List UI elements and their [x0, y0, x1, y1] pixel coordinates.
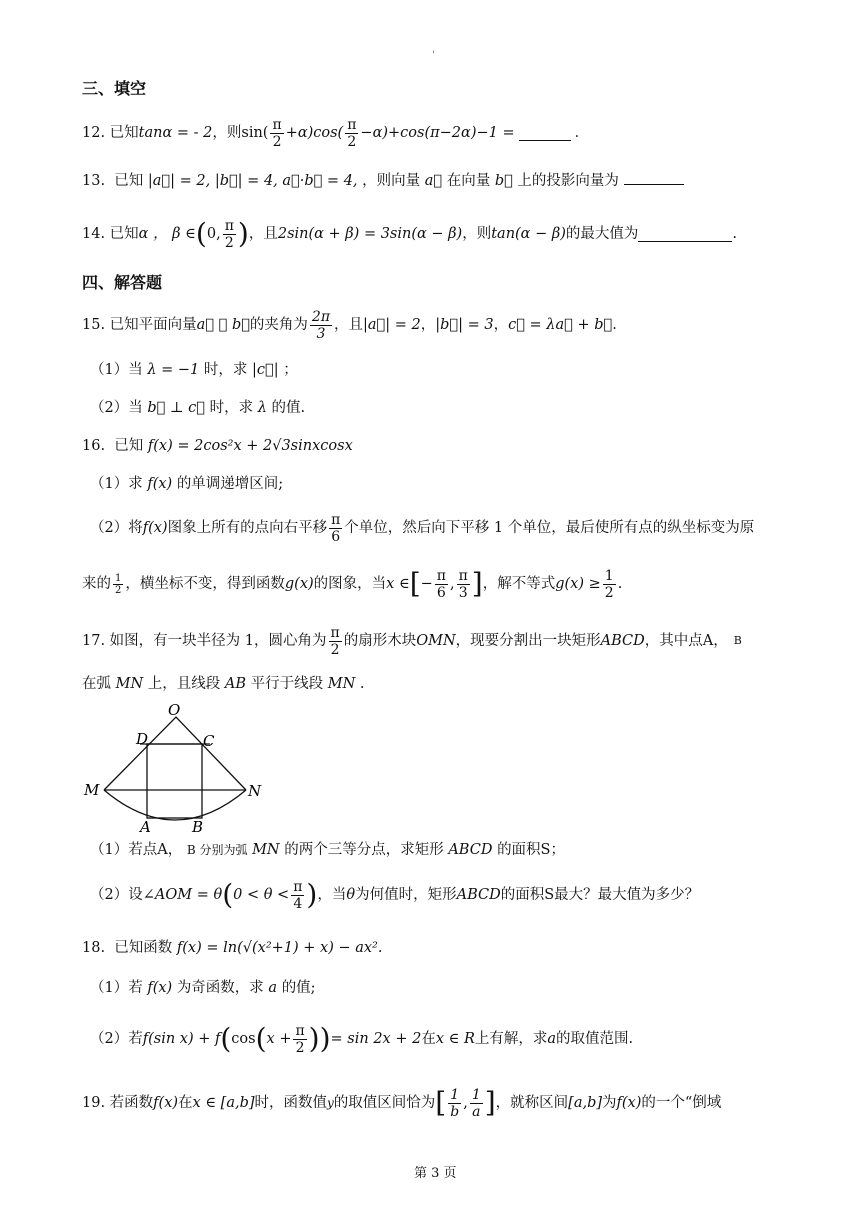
top-mark: ': [432, 50, 435, 61]
label-N: N: [248, 782, 262, 800]
q13-text-b: ，则向量: [362, 173, 421, 189]
q16-frac-half: $\frac{1}{2}$: [115, 572, 122, 596]
q14-vars: α ， β ∈: [138, 226, 196, 242]
label-C: C: [203, 732, 215, 750]
q13-answer-blank[interactable]: [624, 170, 684, 185]
q15-text-b: 的夹角为: [249, 317, 308, 333]
section-heading-solutions: 四、解答题: [82, 273, 163, 292]
q12-text-b: ，则: [212, 125, 242, 141]
label-B: B: [192, 818, 204, 836]
q15-text-a: 已知平面向量: [109, 317, 197, 333]
sector-figure: [80, 698, 270, 838]
q12-answer-blank[interactable]: [519, 126, 571, 141]
q17-frac-pi-2: $\frac{\pi}{2}$: [330, 624, 340, 658]
q15-text-f: .: [612, 317, 617, 333]
label-A: A: [140, 818, 151, 836]
question-12: 12. 已知 tanα = - 2 ，则 sin( $\frac{\pi}{2}$ +α)cos( $\frac{\pi}{2}$ −α)+cos(π−2α)−1 = ．: [82, 116, 590, 150]
question-14: 14. 已知 α ， β ∈ ( 0, $\frac{\pi}{2}$ ) ，且 2sin(α + β) = 3sin(α − β) ，则 tan(α − β) 的最大值为 .: [82, 217, 737, 251]
q12-frac-pi-2b: $\frac{\pi}{2}$: [347, 116, 357, 150]
q12-text-c: ．: [574, 125, 590, 141]
q13-number: 13.: [82, 173, 106, 189]
question-17: 17. 如图，有一块半径为 1，圆心角为 $\frac{\pi}{2}$ 的扇形木块 OMN ，现要分割出一块矩形 ABCD ，其中点A， B: [82, 624, 742, 658]
q15-part1: （1）当 λ = −1 时，求 |c⃗| ；: [90, 362, 298, 378]
q13-text-d: 上的投影向量为: [517, 173, 619, 189]
q16-number: 16.: [82, 438, 106, 454]
sector-arc: [104, 790, 246, 820]
q18-number: 18.: [82, 940, 106, 956]
question-15: [82, 304, 617, 346]
q15-abs-a: |a⃗| = 2: [363, 317, 421, 333]
q17-line2: 在弧 MN 上，且线段 AB 平行于线段 MN .: [82, 676, 365, 692]
question-18: 18. 已知函数 f(x) = ln(√(x²+1) + x) − ax².: [82, 940, 383, 956]
q12-expr-b: +α)cos(: [285, 125, 344, 141]
q12-number: 12.: [82, 125, 106, 141]
q17-part2: （2）设 ∠AOM = θ ( 0 < θ < $\frac{\pi}{4}$ ) ，当 θ 为何值时，矩形 ABCD 的面积S最大？最大值为多少？: [90, 878, 700, 912]
section-heading-fill-in: 三、填空: [82, 79, 147, 98]
q14-text-d: 的最大值为: [565, 226, 639, 242]
q15-text-d: ，: [420, 317, 436, 333]
q14-zero: 0,: [206, 226, 221, 242]
q14-number: 14.: [82, 226, 106, 242]
label-M: M: [84, 781, 100, 799]
q16-frac-pi-6: $\frac{\pi}{6}$: [331, 511, 341, 545]
q17-part1: （1）若点A， B 分别为弧 MN 的两个三等分点，求矩形 ABCD 的面积S；: [90, 842, 565, 858]
q15-lambda-cond: λ = −1: [147, 362, 200, 378]
q14-text-c: ，则: [462, 226, 492, 242]
q18-function: f(x) = ln(√(x²+1) + x) − ax².: [176, 940, 383, 956]
question-16: 16. 已知 f(x) = 2cos²x + 2√3sinxcosx: [82, 438, 353, 454]
q14-text-a: 已知: [109, 226, 139, 242]
q15-number: 15.: [82, 317, 106, 333]
q15-part2: （2）当 b⃗ ⊥ c⃗ 时，求 λ 的值.: [90, 400, 306, 416]
q17-number: 17.: [82, 633, 106, 649]
question-13: [82, 170, 684, 191]
q12-expr-c: −α)+cos(π−2α)−1 =: [360, 125, 515, 141]
question-19: 19. 若函数 f(x) 在 x ∈ [a,b] 时，函数值 y 的取值区间恰为 [ $\frac{1}{b}$ , $\frac{1}{a}$ ] ，就称区间 [a,b] 为 f(x) 的一个“倒域: [82, 1086, 722, 1120]
q16-part2: （2）将 f(x) 图象上所有的点向右平移 $\frac{\pi}{6}$ 个单位，然后向下平移 1 个单位，最后使所有点的纵坐标变为原: [90, 511, 755, 545]
q16-function: f(x) = 2cos²x + 2√3sinxcosx: [147, 438, 353, 454]
q18-part2: （2）若 f(sin x) + f ( cos ( x + $\frac{\pi}{2}$ ) ) = sin 2x + 2 在 x ∈ R 上有解，求 a 的取值范围.: [90, 1022, 634, 1056]
q15-c-abs: |c⃗|: [252, 362, 279, 378]
q13-condition: |a⃗| = 2, |b⃗| = 4, a⃗·b⃗ = 4,: [147, 173, 363, 189]
q15-frac-2pi-3: $\frac{2\pi}{3}$: [311, 308, 331, 342]
q15-vars: a⃗ ， b⃗: [196, 317, 250, 333]
page-number: 第 3 页: [414, 1166, 457, 1181]
q15-perp: b⃗ ⊥ c⃗: [147, 400, 206, 416]
q13-text-a: 已知: [114, 173, 144, 189]
q13-text-c: 在向量: [446, 173, 491, 189]
q14-condition: 2sin(α + β) = 3sin(α − β): [277, 226, 463, 242]
q13-vec-a: a⃗: [424, 173, 443, 189]
q16-part1: （1）求 f(x) 的单调递增区间;: [90, 476, 284, 492]
q14-answer-blank[interactable]: [638, 227, 732, 242]
q12-text-a: 已知: [109, 125, 139, 141]
q13-vec-b: b⃗: [494, 173, 513, 189]
label-O: O: [168, 701, 181, 719]
label-D: D: [136, 730, 149, 748]
q12-frac-pi-2: $\frac{\pi}{2}$: [272, 116, 282, 150]
rectangle-abcd: [147, 744, 202, 818]
sector-radii: [104, 717, 246, 790]
q15-text-c: ，且: [334, 317, 364, 333]
q18-part1: （1）若 f(x) 为奇函数，求 a 的值;: [90, 980, 316, 996]
q19-number: 19.: [82, 1095, 106, 1111]
q15-c-def: c⃗ = λa⃗ + b⃗: [508, 317, 613, 333]
q14-text-e: .: [732, 226, 737, 242]
q15-lambda: λ: [257, 400, 267, 416]
q15-text-e: ，: [493, 317, 509, 333]
q14-text-b: ，且: [248, 226, 278, 242]
q12-tan-condition: tanα = - 2: [138, 125, 213, 141]
q15-abs-b: |b⃗| = 3: [435, 317, 494, 333]
q16-part2-cont: 来的 $\frac{1}{2}$ ，横坐标不变，得到函数 g(x) 的图象，当 x ∈ [ − $\frac{\pi}{6}$ , $\frac{\pi}{3}$ ] ，解不等式 g(x) ≥ $\frac{1}{2}$ .: [82, 567, 623, 601]
q14-target: tan(α − β): [491, 226, 566, 242]
q14-frac-pi-2: $\frac{\pi}{2}$: [224, 217, 234, 251]
